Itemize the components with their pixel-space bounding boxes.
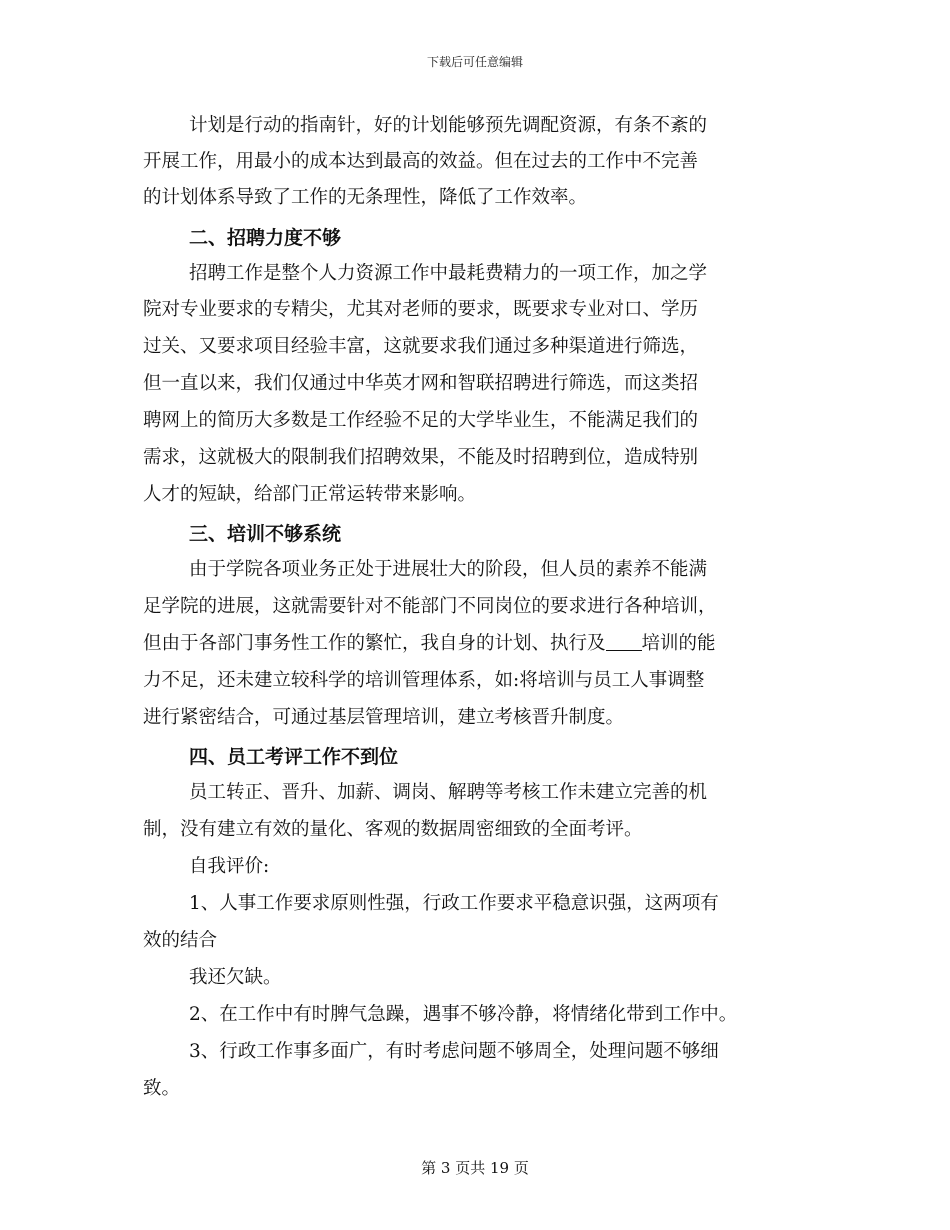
- text-line: 我还欠缺。: [189, 967, 282, 988]
- text-line: 力不足，还未建立较科学的培训管理体系，如:将培训与员工人事调整: [143, 670, 705, 691]
- section-heading: 二、招聘力度不够: [189, 227, 342, 249]
- text-line: 3、行政工作事多面广，有时考虑问题不够周全，处理问题不够细: [189, 1041, 719, 1062]
- page-footer: 第 3 页共 19 页: [421, 1159, 529, 1177]
- section-heading: 三、培训不够系统: [189, 523, 342, 545]
- text-line: 足学院的进展，这就需要针对不能部门不同岗位的要求进行各种培训，: [143, 596, 717, 617]
- fill-in-blank: [606, 632, 642, 651]
- text-line: 制，没有建立有效的量化、客观的数据周密细致的全面考评。: [143, 819, 643, 840]
- text-line: 进行紧密结合，可通过基层管理培训，建立考核晋升制度。: [143, 707, 625, 728]
- text-line: 需求，这就极大的限制我们招聘效果，不能及时招聘到位，造成特别: [143, 447, 699, 468]
- text-line: 自我评价:: [189, 856, 270, 877]
- text-line: 招聘工作是整个人力资源工作中最耗费精力的一项工作，加之学: [189, 263, 708, 284]
- text-line: 院对专业要求的专精尖，尤其对老师的要求，既要求专业对口、学历: [143, 299, 699, 320]
- text-fragment: 但由于各部门事务性工作的繁忙，我自身的计划、执行及: [143, 633, 606, 654]
- text-line-with-blank: [143, 632, 716, 656]
- text-line: 效的结合: [143, 930, 218, 951]
- text-line: 开展工作，用最小的成本达到最高的效益。但在过去的工作中不完善: [143, 151, 699, 172]
- text-line: 致。: [143, 1078, 181, 1099]
- text-line: 员工转正、晋升、加薪、调岗、解聘等考核工作未建立完善的机: [189, 782, 708, 803]
- text-line: 计划是行动的指南针，好的计划能够预先调配资源，有条不紊的: [189, 115, 708, 136]
- text-line: 由于学院各项业务正处于进展壮大的阶段，但人员的素养不能满: [189, 559, 708, 580]
- text-line: 人才的短缺，给部门正常运转带来影响。: [143, 484, 477, 505]
- text-line: 2、在工作中有时脾气急躁，遇事不够冷静，将情绪化带到工作中。: [189, 1004, 738, 1025]
- text-line: 过关、又要求项目经验丰富，这就要求我们通过多种渠道进行筛选，: [143, 336, 699, 357]
- section-heading: 四、员工考评工作不到位: [189, 746, 399, 768]
- text-line: 1、人事工作要求原则性强，行政工作要求平稳意识强，这两项有: [189, 893, 719, 914]
- text-fragment: 培训的能: [641, 633, 716, 654]
- text-line: 聘网上的简历大多数是工作经验不足的大学毕业生，不能满足我们的: [143, 410, 699, 431]
- text-line: 但一直以来，我们仅通过中华英才网和智联招聘进行筛选，而这类招: [143, 373, 699, 394]
- text-line: 的计划体系导致了工作的无条理性，降低了工作效率。: [143, 187, 588, 208]
- page-header: 下载后可任意编辑: [426, 55, 523, 69]
